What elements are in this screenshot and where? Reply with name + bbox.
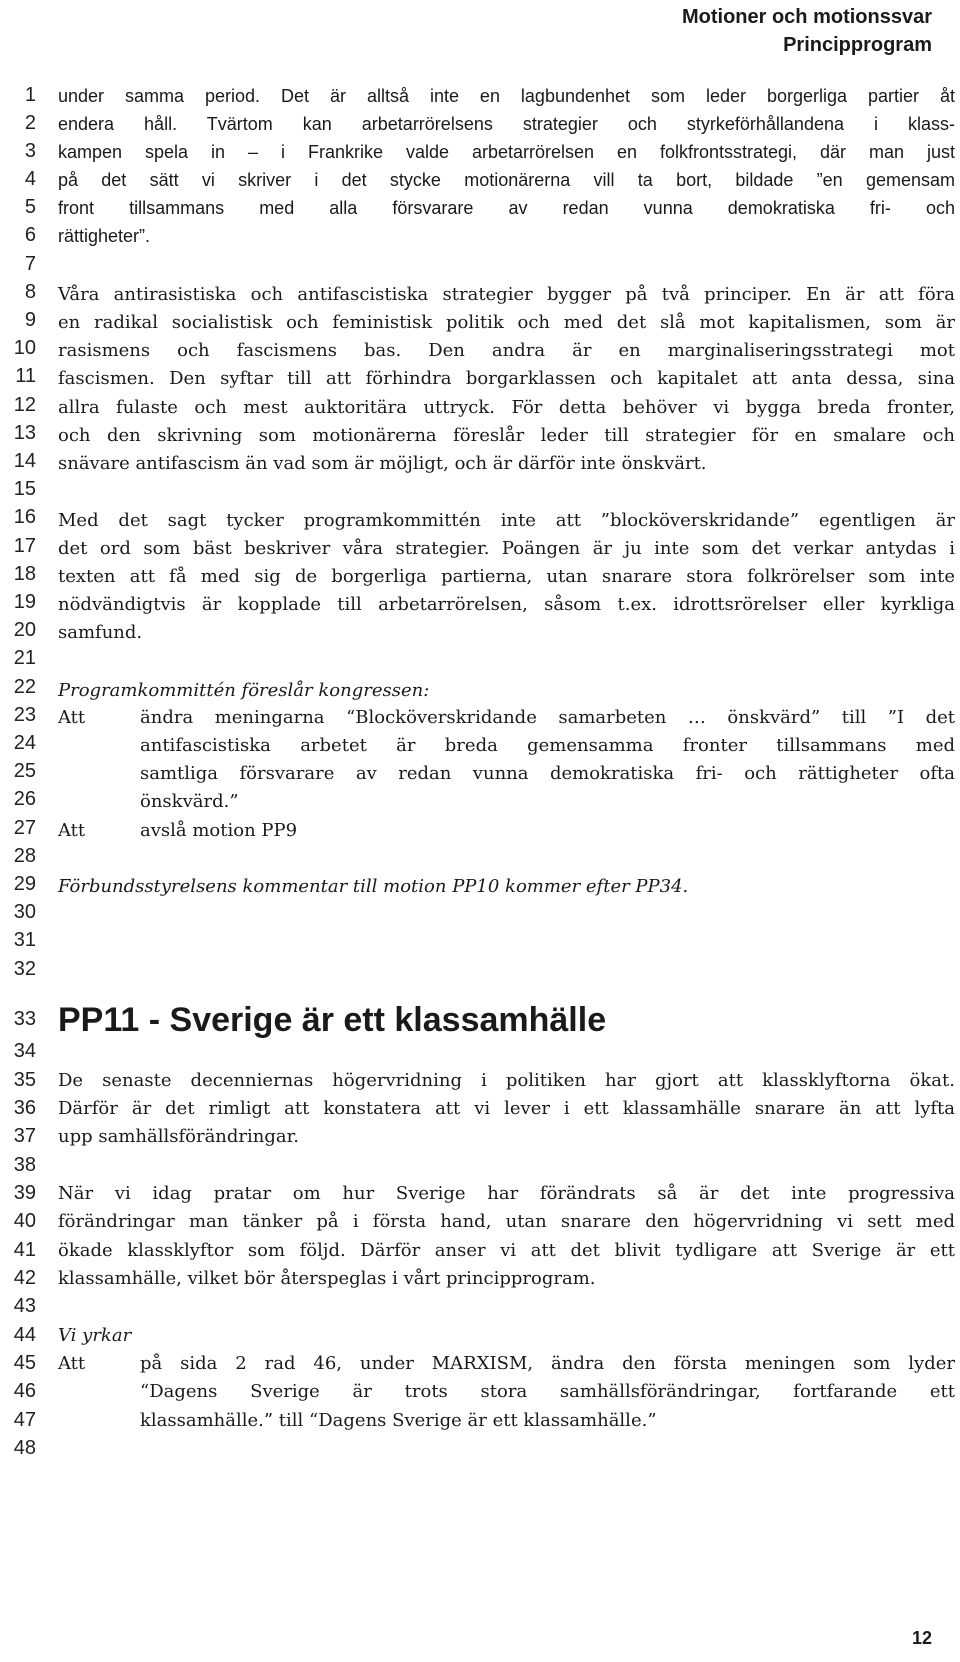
- line-number: 22: [13, 676, 36, 698]
- att-label: Att: [58, 820, 86, 841]
- text-line: När vi idag pratar om hur Sverige har förändrats så är det inte progressiva: [58, 1183, 955, 1204]
- text-line: rättigheter”.: [58, 226, 151, 246]
- page-number: 12: [911, 1628, 932, 1648]
- line-number: 6: [24, 224, 36, 246]
- line-number: 31: [13, 929, 36, 951]
- proposal-text-line: samtliga försvarare av redan vunna demokratiska fri- och rättigheter ofta: [140, 763, 955, 784]
- line-number: 23: [13, 704, 36, 726]
- line-number: 18: [13, 563, 36, 585]
- demand-text-line: på sida 2 rad 46, under MARXISM, ändra den första meningen som lyder: [140, 1353, 955, 1374]
- line-number: 37: [13, 1125, 36, 1147]
- board-comment: Förbundsstyrelsens kommentar till motion PP10 kommer efter PP34.: [58, 876, 689, 897]
- line-number: 48: [13, 1437, 36, 1459]
- text-line: Våra antirasistiska och antifascistiska strategier bygger på två principer. En är att föra: [58, 284, 955, 305]
- text-line: och den skrivning som motionärerna föreslår leder till strategier för en smalare och: [58, 425, 955, 446]
- text-line: nödvändigtvis är kopplade till arbetarrörelsen, såsom t.ex. idrottsrörelser eller kyrkliga: [58, 594, 955, 615]
- line-number: 10: [13, 337, 36, 359]
- text-line: endera håll. Tvärtom kan arbetarrörelsens strategier och styrkeförhållandena i klass-: [58, 114, 955, 134]
- proposal-text-line: ändra meningarna “Blocköverskridande samarbeten … önskvärd” till ”I det: [140, 707, 955, 728]
- text-line: rasismens och fascismens bas. Den andra är en marginaliseringsstrategi mot: [58, 340, 955, 361]
- line-number: 38: [13, 1154, 36, 1176]
- line-number: 27: [13, 817, 36, 839]
- text-line: förändringar man tänker på i första hand, utan snarare den högervridning vi sett med: [58, 1211, 955, 1232]
- line-number: 19: [13, 591, 36, 613]
- text-line: under samma period. Det är alltså inte en lagbundenhet som leder borgerliga partier åt: [58, 86, 955, 106]
- text-line: på det sätt vi skriver i det stycke motionärerna vill ta bort, bildade ”en gemensam: [58, 170, 955, 190]
- text-line: De senaste decenniernas högervridning i politiken har gjort att klassklyftorna ökat.: [58, 1070, 955, 1091]
- proposal-text-line: avslå motion PP9: [140, 820, 298, 841]
- text-line: en radikal socialistisk och feministisk politik och med det slå mot kapitalismen, som är: [58, 312, 955, 333]
- line-number: 14: [13, 450, 36, 472]
- line-number: 16: [13, 506, 36, 528]
- line-number: 21: [13, 647, 36, 669]
- text-line: kampen spela in – i Frankrike valde arbetarrörelsen en folkfrontsstrategi, där man just: [58, 142, 955, 162]
- line-number: 39: [13, 1182, 36, 1204]
- header-title: Motioner och motionssvar: [681, 6, 932, 28]
- header-subtitle: Principprogram: [783, 34, 932, 56]
- line-number: 7: [24, 253, 36, 275]
- line-number: 8: [24, 281, 36, 303]
- line-number: 30: [13, 901, 36, 923]
- line-number: 40: [13, 1210, 36, 1232]
- line-number: 41: [13, 1239, 36, 1261]
- line-number: 42: [13, 1267, 36, 1289]
- line-number: 4: [24, 168, 36, 190]
- line-number: 32: [13, 958, 36, 980]
- text-line: Därför är det rimligt att konstatera att vi lever i ett klassamhälle snarare än att lyfta: [58, 1098, 955, 1119]
- line-number: 25: [13, 760, 36, 782]
- section-title: PP11 - Sverige är ett klassamhälle: [58, 1001, 607, 1039]
- text-line: samfund.: [58, 622, 143, 643]
- line-number: 44: [13, 1324, 36, 1346]
- line-number: 35: [13, 1069, 36, 1091]
- line-number: 46: [13, 1380, 36, 1402]
- line-number: 47: [13, 1409, 36, 1431]
- line-number: 9: [24, 309, 36, 331]
- line-number: 26: [13, 788, 36, 810]
- line-number: 20: [13, 619, 36, 641]
- proposal-text-line: önskvärd.”: [140, 791, 239, 812]
- line-number: 43: [13, 1295, 36, 1317]
- line-number: 24: [13, 732, 36, 754]
- text-line: Med det sagt tycker programkommittén inte att ”blocköverskridande” egentligen är: [58, 510, 955, 531]
- text-line: fascismen. Den syftar till att förhindra borgarklassen och kapitalet att anta dessa, sina: [58, 368, 955, 389]
- text-line: front tillsammans med alla försvarare av redan vunna demokratiska fri- och: [58, 198, 955, 218]
- line-number: 33: [13, 1008, 36, 1030]
- line-number: 13: [13, 422, 36, 444]
- text-line: det ord som bäst beskriver våra strategier. Poängen är ju inte som det verkar antydas i: [58, 538, 955, 559]
- demand-heading: Vi yrkar: [58, 1325, 132, 1346]
- text-line: upp samhällsförändringar.: [58, 1126, 299, 1147]
- demand-text-line: klassamhälle.” till “Dagens Sverige är ett klassamhälle.”: [140, 1410, 657, 1431]
- line-number: 5: [24, 196, 36, 218]
- text-line: klassamhälle, vilket bör återspeglas i vårt principprogram.: [58, 1268, 596, 1289]
- att-label: Att: [58, 1353, 86, 1374]
- text-line: allra fulaste och mest auktoritära uttryck. För detta behöver vi bygga breda fronter,: [58, 397, 955, 418]
- att-label: Att: [58, 707, 86, 728]
- demand-text-line: “Dagens Sverige är trots stora samhällsförändringar, fortfarande ett: [140, 1381, 955, 1402]
- proposal-heading: Programkommittén föreslår kongressen:: [58, 680, 430, 701]
- line-number: 36: [13, 1097, 36, 1119]
- text-line: snävare antifascism än vad som är möjligt, och är därför inte önskvärt.: [58, 453, 707, 474]
- line-number: 3: [24, 140, 36, 162]
- line-number: 12: [13, 394, 36, 416]
- line-number: 29: [13, 873, 36, 895]
- line-number: 2: [24, 112, 36, 134]
- text-line: texten att få med sig de borgerliga partierna, utan snarare stora folkrörelser som inte: [58, 566, 955, 587]
- line-number: 34: [13, 1040, 36, 1062]
- line-number: 1: [24, 84, 36, 106]
- line-number: 17: [13, 535, 36, 557]
- text-line: ökade klassklyftor som följd. Därför anser vi att det blivit tydligare att Sverige är ett: [58, 1240, 955, 1261]
- proposal-text-line: antifascistiska arbetet är breda gemensamma fronter tillsammans med: [140, 735, 955, 756]
- line-number: 28: [13, 845, 36, 867]
- line-number: 15: [13, 478, 36, 500]
- line-number: 11: [15, 365, 36, 387]
- line-number: 45: [13, 1352, 36, 1374]
